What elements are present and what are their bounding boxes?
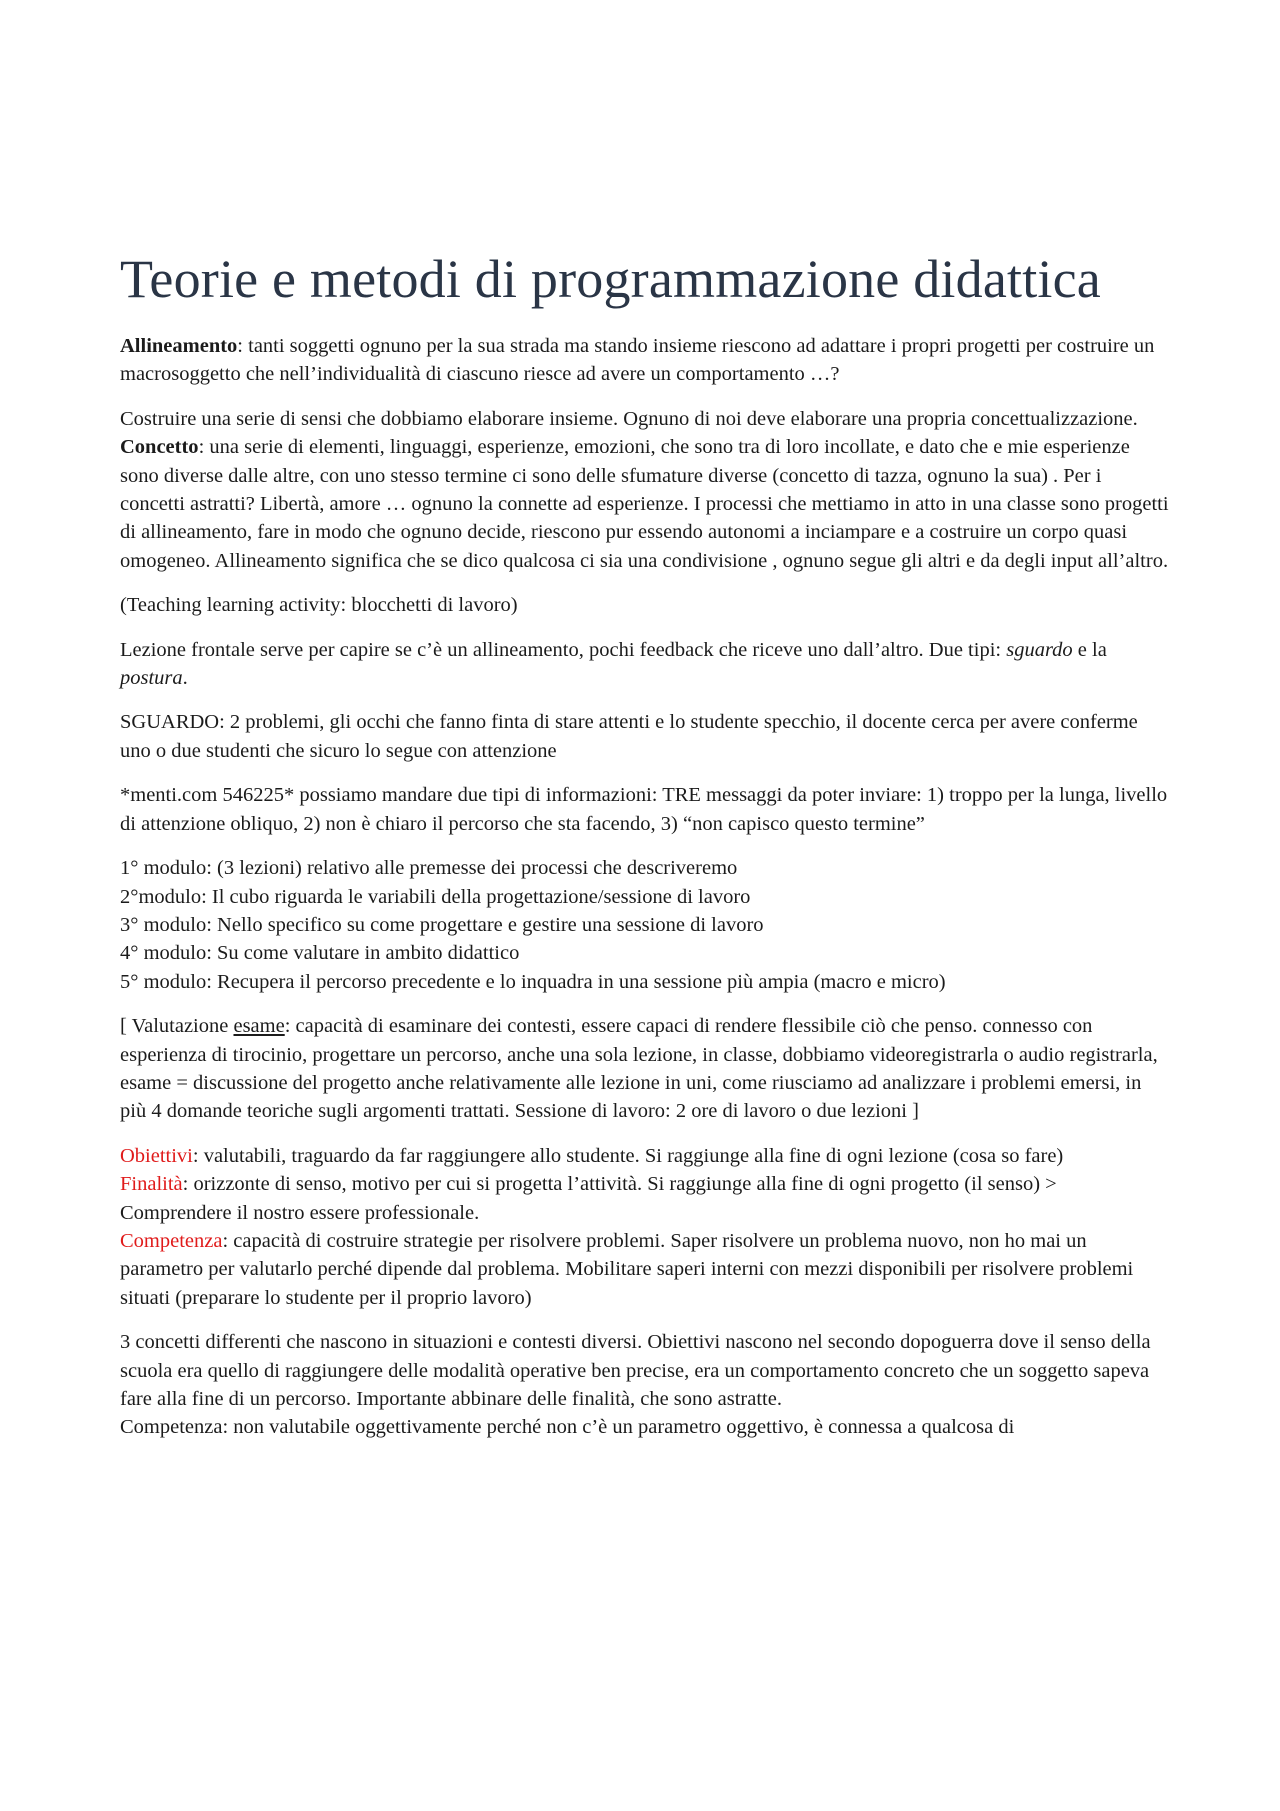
definition-text: : valutabili, traguardo da far raggiungere allo studente. Si raggiunge alla fine di ogni lezione (cosa so fare) [192, 1144, 1064, 1167]
definition-text: : capacità di costruire strategie per risolvere problemi. Saper risolvere un problema nuovo, non ho mai un parametro per valutarlo perché dipende dal problema. Mobilitare saperi interni con mezzi disponibili per risolvere problemi situati (preparare lo studente per il proprio lavoro) [120, 1229, 1134, 1309]
term-concetto: Concetto [120, 436, 199, 459]
paragraph-tre-concetti: 3 concetti differenti che nascono in situazioni e contesti diversi. Obiettivi nascono nel secondo dopoguerra dove il senso della scuola era quello di raggiungere delle modalità operative ben precise, era un comportamento concreto che un soggetto sapeva fare alla fine di un percorso. Importante abbinare delle finalità, che sono astratte. [120, 1331, 1151, 1410]
definition-obiettivi [120, 1142, 1170, 1170]
paragraph-text: e la [1072, 638, 1107, 661]
paragraph-text: : tanti soggetti ognuno per la sua strada ma stando insieme riescono ad adattare i propri progetti per costruire un macrosoggetto che nell’individualità di ciascuno riesce ad avere un comportamento …? [120, 335, 1155, 386]
list-item-module-4: 4° modulo: Su come valutare in ambito didattico [120, 942, 520, 965]
italic-postura: postura [120, 667, 183, 690]
paragraph-lezione-frontale [120, 636, 1170, 693]
page-title: Teorie e metodi di programmazione didattica [120, 249, 1101, 309]
definition-text: : orizzonte di senso, motivo per cui si progetta l’attività. Si raggiunge alla fine di ogni progetto (il senso) > Comprendere il nostro essere professionale. [120, 1173, 1057, 1224]
list-item-module-1: 1° modulo: (3 lezioni) relativo alle premesse dei processi che descriveremo [120, 857, 738, 880]
paragraph-text: : una serie di elementi, linguaggi, esperienze, emozioni, che sono tra di loro incollate, e dato che e mie esperienze sono diverse dalle altre, con uno stesso termine ci sono delle sfumature diverse (concetto di tazza, ognuno la sua) . Per i concetti astratti? Libertà, amore … ognuno la connette ad esperienze. I processi che mettiamo in atto in una classe sono progetti di allineamento, fare in modo che ognuno decide, riescono pur essendo autonomi a inciampare e a costruire un corpo quasi omogeneo. Allineamento significa che se dico qualcosa ci sia una condivisione , ognuno segue gli altri e da degli input all’altro. [120, 436, 1169, 572]
paragraph-concetto [120, 405, 1170, 575]
term-finalita: Finalità [120, 1173, 183, 1196]
paragraph-sguardo: SGUARDO: 2 problemi, gli occhi che fanno finta di stare attenti e lo studente specchio, il docente cerca per avere conferme uno o due studenti che sicuro lo segue con attenzione [120, 711, 1138, 762]
document-body [120, 244, 1170, 1442]
list-item-module-5: 5° modulo: Recupera il percorso precedente e lo inquadra in una sessione più ampia (macro e micro) [120, 970, 946, 993]
paragraph-text: Lezione frontale serve per capire se c’è un allineamento, pochi feedback che riceve uno dall’altro. Due tipi: [120, 638, 1007, 661]
definition-finalita [120, 1170, 1170, 1227]
paragraph-text: Costruire una serie di sensi che dobbiamo elaborare insieme. Ognuno di noi deve elaborare una propria concettualizzazione. [120, 407, 1138, 430]
list-item-module-2: 2°modulo: Il cubo riguarda le variabili della progettazione/sessione di lavoro [120, 885, 751, 908]
italic-sguardo: sguardo [1006, 638, 1073, 661]
term-competenza: Competenza [120, 1229, 223, 1252]
paragraph-menti: *menti.com 546225* possiamo mandare due tipi di informazioni: TRE messaggi da poter inviare: 1) troppo per la lunga, livello di attenzione obliquo, 2) non è chiaro il percorso che sta facendo, 3) “non capisco questo termine” [120, 784, 1168, 835]
underlined-esame: esame [233, 1015, 285, 1038]
paragraph-text: : capacità di esaminare dei contesti, essere capaci di rendere flessibile ciò che penso. connesso con esperienza di tirocinio, progettare un percorso, anche una sola lezione, in classe, dobbiamo videoregistrarla o audio registrarla, esame = discussione del progetto anche relativamente alle lezione in uni, come riusciamo ad analizzare i problemi emersi, in più 4 domande teoriche sugli argomenti trattati. Sessione di lavoro: 2 ore di lavoro o due lezioni ] [120, 1015, 1158, 1123]
definitions-block [120, 1142, 1170, 1312]
paragraph-allineamento [120, 332, 1170, 389]
definition-competenza [120, 1227, 1170, 1312]
term-allineamento: Allineamento [120, 335, 238, 357]
paragraph-teaching-activity: (Teaching learning activity: blocchetti di lavoro) [120, 594, 518, 617]
term-obiettivi: Obiettivi [120, 1144, 193, 1167]
paragraph-valutazione [120, 1012, 1170, 1126]
paragraph-text: [ Valutazione [120, 1015, 234, 1038]
paragraph-competenza-valutabile: Competenza: non valutabile oggettivamente perché non c’è un parametro oggettivo, è connessa a qualcosa di [120, 1416, 1015, 1439]
list-item-module-3: 3° modulo: Nello specifico su come progettare e gestire una sessione di lavoro [120, 913, 764, 936]
paragraph-text: . [182, 667, 188, 690]
module-list [120, 854, 1170, 996]
